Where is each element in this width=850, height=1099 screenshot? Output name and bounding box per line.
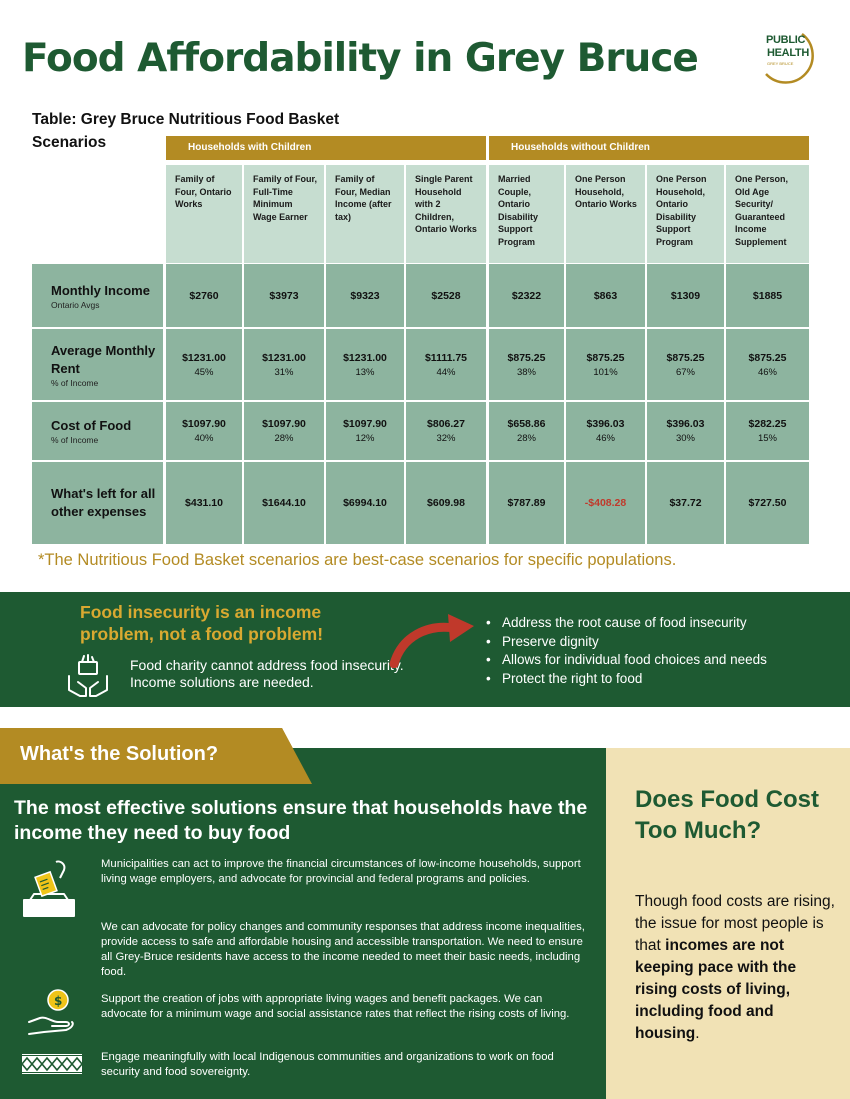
cell-value: $1231.00 (182, 351, 226, 364)
row-label-text: Cost of Food (51, 418, 132, 433)
banner-heading: Food insecurity is an income problem, not a food problem! (80, 602, 324, 644)
cell-value: $37.72 (669, 497, 702, 509)
logo-tagline: GREY BRUCE (767, 61, 794, 66)
cell-value: $1097.90 (182, 418, 226, 430)
cell-percent: 15% (757, 433, 777, 444)
cell-value: $787.89 (507, 497, 546, 509)
column-header: One Person Household, Ontario Works (566, 165, 645, 263)
cell-percent: 67% (675, 366, 695, 378)
food-cost-text-start: Though food costs are rising, the issue for most people is that (635, 893, 835, 954)
solution-paragraph: Municipalities can act to improve the financial circumstances of low-income households, support living wage employers, and advocate for provincial and federal programs and policies. (101, 858, 581, 885)
table-cell (406, 264, 486, 327)
table-cell (647, 264, 724, 327)
table-cell (726, 402, 809, 460)
column-header: Married Couple, Ontario Disability Support Program (489, 165, 564, 263)
table-cell (726, 462, 809, 544)
cell-value: $396.03 (586, 418, 625, 430)
row-label-text: Average Monthly Rent (51, 342, 156, 376)
cell-value: $1231.00 (343, 351, 387, 364)
table-cell (244, 264, 324, 327)
list-item: • Address the root cause of food insecurity (486, 614, 767, 633)
table-cell (489, 462, 564, 544)
table-cell (326, 462, 404, 544)
row-label-text: What's left for all other expenses (51, 486, 156, 519)
cell-value: $1097.90 (262, 418, 306, 430)
page-title: Food Affordability in Grey Bruce (22, 36, 698, 81)
table-cell (566, 462, 645, 544)
table-cell (726, 264, 809, 327)
list-item: • Protect the right to food (486, 670, 767, 689)
banner-text: Food charity cannot address food insecurity. Income solutions are needed. (130, 657, 404, 690)
logo-text-line1: PUBLIC (766, 34, 806, 46)
table-cell (566, 402, 645, 460)
cell-percent: 38% (516, 366, 536, 378)
cell-value: $658.86 (507, 418, 546, 430)
cell-percent: 28% (274, 433, 294, 444)
food-cost-text-end: . (695, 1025, 700, 1042)
cell-value: $9323 (350, 289, 380, 302)
list-item: • Allows for individual food choices and needs (486, 651, 767, 670)
row-sublabel: % of Income (51, 377, 99, 388)
cell-value: $875.25 (748, 351, 787, 364)
table-cell (326, 329, 404, 400)
table-cell (244, 402, 324, 460)
cell-value: $2322 (511, 289, 542, 302)
solution-paragraph: We can advocate for policy changes and community responses that address income inequalities, provide access to safe and affordable housing and accessible transportation. We need to ensure all Grey-Bruce residents have access to the income needed to meet their basic needs, including food. (101, 921, 585, 978)
column-header: Family of Four, Median Income (after tax) (326, 165, 404, 263)
row-label-text: Monthly Income (51, 282, 150, 298)
cell-value: $1885 (752, 289, 783, 302)
solution-heading: The most effective solutions ensure that households have the income they need to buy food (14, 797, 588, 844)
cell-percent: 30% (675, 433, 695, 444)
cell-value: $863 (593, 289, 618, 302)
benefits-list (486, 614, 767, 688)
cell-value: $1111.75 (424, 351, 468, 364)
cell-percent: 32% (436, 433, 456, 444)
cell-percent: 45% (194, 366, 214, 378)
cell-percent: 46% (595, 433, 615, 444)
table-cell (489, 264, 564, 327)
column-header: One Person Household, Ontario Disability Support Program (647, 165, 724, 263)
table-footnote: *The Nutritious Food Basket scenarios are best-case scenarios for specific populations. (38, 551, 677, 569)
cell-percent: 28% (516, 433, 536, 444)
cell-value: $875.25 (507, 351, 546, 364)
cell-value: -$408.28 (584, 497, 627, 509)
table-caption: Table: Grey Bruce Nutritious Food Basket Scenarios (32, 111, 340, 151)
table-cell (406, 462, 486, 544)
cell-value: $431.10 (185, 497, 223, 509)
row-label-whats-left (32, 462, 163, 544)
cell-value: $1644.10 (262, 497, 306, 509)
cell-value: $806.27 (427, 418, 465, 430)
table-cell (489, 402, 564, 460)
food-cost-text (635, 891, 835, 1045)
cell-value: $875.25 (586, 351, 625, 364)
group-header-with-children: Households with Children (166, 136, 486, 160)
cell-percent: 44% (436, 366, 456, 378)
table-cell (566, 264, 645, 327)
solution-paragraph: Engage meaningfully with local Indigenous communities and organizations to work on food security and food sovereignty. (101, 1051, 554, 1078)
cell-value: $1231.00 (262, 351, 306, 364)
food-cost-heading: Does Food Cost Too Much? (635, 786, 819, 844)
cell-percent: 13% (355, 366, 375, 378)
group-header-without-children: Households without Children (489, 136, 809, 160)
table-cell (244, 329, 324, 400)
column-header: One Person, Old Age Security/ Guaranteed Income Supplement (726, 165, 809, 263)
solution-tab-label: What's the Solution? (20, 743, 219, 765)
column-header: Family of Four, Full-Time Minimum Wage Earner (244, 165, 324, 263)
table-cell (406, 329, 486, 400)
cell-value: $1309 (670, 289, 701, 302)
table-cell (647, 462, 724, 544)
cell-value: $282.25 (748, 418, 787, 430)
ballot-box-icon (20, 858, 78, 920)
logo-text-line2: HEALTH (767, 47, 809, 59)
solution-paragraph: Support the creation of jobs with appropriate living wages and benefit packages. We can advocate for a minimum wage and social assistance rates that reflect the rising costs of living. (101, 993, 570, 1020)
table-cell (489, 329, 564, 400)
table-cell (166, 402, 242, 460)
cell-value: $396.03 (666, 418, 705, 430)
column-header: Single Parent Household with 2 Children, Ontario Works (406, 165, 486, 263)
table-cell (166, 264, 242, 327)
hand-coin-icon (26, 988, 76, 1038)
table-cell (566, 329, 645, 400)
row-label-monthly-income (32, 264, 163, 327)
column-header: Family of Four, Ontario Works (166, 165, 242, 263)
cell-percent: 46% (757, 366, 777, 378)
row-label-cost-of-food (32, 402, 163, 460)
table-cell (726, 329, 809, 400)
cell-value: $1097.90 (343, 418, 387, 430)
indigenous-pattern-icon (22, 1054, 82, 1074)
cell-value: $875.25 (666, 351, 705, 364)
row-sublabel: Ontario Avgs (51, 299, 100, 310)
cell-percent: 40% (194, 433, 214, 444)
table-cell (326, 402, 404, 460)
public-health-logo (756, 26, 818, 88)
cell-percent: 12% (355, 433, 375, 444)
food-cost-text-emphasis: incomes are not keeping pace with the rising costs of living, including food and housing (635, 937, 797, 1042)
table-cell (326, 264, 404, 327)
svg-text:$: $ (54, 994, 63, 1008)
cell-percent: 101% (593, 366, 618, 378)
row-label-average-rent (32, 329, 163, 400)
table-cell (647, 329, 724, 400)
table-cell (244, 462, 324, 544)
list-item: • Preserve dignity (486, 633, 767, 652)
cell-value: $6994.10 (343, 497, 387, 509)
table-cell (166, 462, 242, 544)
curved-arrow-icon (388, 612, 476, 668)
table-cell (166, 329, 242, 400)
row-sublabel: % of Income (51, 435, 99, 445)
cell-value: $609.98 (427, 497, 465, 509)
cell-value: $3973 (269, 289, 299, 302)
cell-percent: 31% (274, 366, 294, 378)
cell-value: $727.50 (748, 497, 787, 509)
table-cell (647, 402, 724, 460)
cell-value: $2528 (431, 289, 461, 302)
hands-giving-food-icon (66, 652, 110, 698)
cell-value: $2760 (189, 289, 219, 302)
table-cell (406, 402, 486, 460)
